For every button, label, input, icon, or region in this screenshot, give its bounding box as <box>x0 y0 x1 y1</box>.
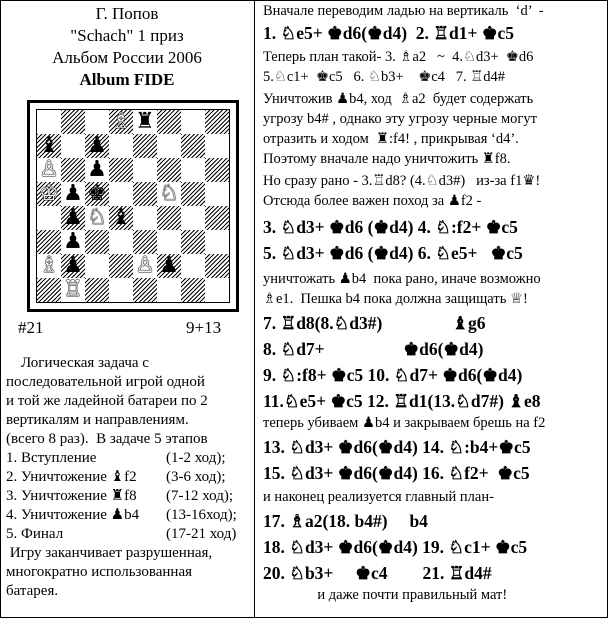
board-square <box>37 278 61 302</box>
board-square <box>205 110 229 134</box>
problem-number: #21 <box>18 318 44 337</box>
chess-diagram <box>27 100 239 312</box>
chess-piece: ♘ <box>87 205 107 230</box>
board-square <box>37 110 61 134</box>
board-square <box>109 254 133 278</box>
board-square <box>133 134 157 158</box>
solution-move-line: 9. ♘:f8+ ♚c5 10. ♘d7+ ♚d6(♚d4) <box>263 365 523 385</box>
board-square <box>109 134 133 158</box>
board-square <box>181 134 205 158</box>
stage-moves: (3-6 ход); <box>166 469 226 485</box>
solution-move-line: 5. ♘d3+ ♚d6 (♚d4) 6. ♘e5+ ♚c5 <box>263 243 523 263</box>
board-square <box>157 158 181 182</box>
solution-text-line: 5.♘c1+ ♚c5 6. ♘b3+ ♚c4 7. ♖d4# <box>263 69 506 85</box>
solution-text-line: Поэтому вначале надо уничтожить ♜f8. <box>263 151 511 167</box>
board-square <box>181 182 205 206</box>
board-square <box>205 230 229 254</box>
board-square <box>61 110 85 134</box>
solution-text-line: ♗e1. Пешка b4 пока должна защищать ♕! <box>263 291 528 307</box>
description-line: многократно использованная <box>6 564 193 580</box>
stage-line <box>6 468 250 487</box>
solution-text-line: Вначале переводим ладью на вертикаль ‘d’ - <box>263 3 544 19</box>
chess-piece: ♖ <box>63 277 83 302</box>
stage-moves: (7-12 ход); <box>166 488 234 504</box>
board-square <box>157 206 181 230</box>
description-line: (всего 8 раз). В задаче 5 этапов <box>6 431 208 447</box>
chess-piece: ♟ <box>87 133 107 158</box>
solution-text-line: Уничтожив ♟b4, ход ♗a2 будет содержать <box>263 91 534 107</box>
column-divider <box>254 0 255 618</box>
solution-move-line: 8. ♘d7+ ♚d6(♚d4) <box>263 339 484 359</box>
source: "Schach" 1 приз <box>70 26 184 45</box>
chess-piece: ♝ <box>39 133 59 158</box>
solution-text-line: уничтожать ♟b4 пока рано, иначе возможно <box>263 271 541 287</box>
chess-piece: ♗ <box>111 109 131 134</box>
solution-text-line: и наконец реализуется главный план- <box>263 489 494 505</box>
solution-text-line: угрозу b4# , однако эту угрозу черные могут <box>263 111 537 127</box>
board-square <box>85 110 109 134</box>
chess-piece: ♟ <box>63 229 83 254</box>
board-square <box>205 254 229 278</box>
chess-piece: ♟ <box>63 181 83 206</box>
chess-piece: ♔ <box>39 181 59 206</box>
description-line: вертикалям и направлениям. <box>6 412 189 428</box>
board-square <box>85 230 109 254</box>
solution-text-line: Отсюда более важен поход за ♟f2 - <box>263 193 482 209</box>
stage-line <box>6 506 250 525</box>
board-square <box>157 278 181 302</box>
board-square <box>109 182 133 206</box>
stage-line <box>6 449 250 468</box>
description-line: Логическая задача с <box>6 355 149 371</box>
stage-moves: (13-16ход); <box>166 507 237 523</box>
stage-label: 1. Вступление <box>6 450 97 466</box>
board-square <box>157 134 181 158</box>
solution-move-line: 1. ♘e5+ ♚d6(♚d4) 2. ♖d1+ ♚c5 <box>263 23 515 43</box>
board-square <box>37 230 61 254</box>
solution-move-line: 11.♘e5+ ♚c5 12. ♖d1(13.♘d7#) ♝e8 <box>263 391 541 411</box>
description-line: последовательной игрой одной <box>6 374 205 390</box>
solution-move-line: 13. ♘d3+ ♚d6(♚d4) 14. ♘:b4+♚c5 <box>263 437 531 457</box>
board-square <box>133 230 157 254</box>
board-square <box>133 182 157 206</box>
stage-line <box>6 487 250 506</box>
board-square <box>61 134 85 158</box>
board-square <box>133 278 157 302</box>
board-square <box>181 254 205 278</box>
solution-move-line: 20. ♘b3+ ♚c4 21. ♖d4# <box>263 563 492 583</box>
solution-move-line: 18. ♘d3+ ♚d6(♚d4) 19. ♘c1+ ♚c5 <box>263 537 528 557</box>
solution-text-line: и даже почти правильный мат! <box>263 587 508 603</box>
album: Альбом России 2006 <box>52 48 202 67</box>
chess-piece: ♚ <box>87 181 107 206</box>
solution-text-line: Теперь план такой- 3. ♗a2 ~ 4.♘d3+ ♚d6 <box>263 49 534 65</box>
material-count: 9+13 <box>186 318 222 337</box>
solution-column <box>258 0 606 618</box>
stage-moves: (17-21 ход) <box>166 526 237 542</box>
board-square <box>157 230 181 254</box>
board-square <box>133 206 157 230</box>
board-square <box>37 206 61 230</box>
chess-piece: ♗ <box>39 253 59 278</box>
chess-piece: ♘ <box>159 181 179 206</box>
solution-text-line: теперь убиваем ♟b4 и закрываем брешь на f2 <box>263 415 546 431</box>
stage-label: 5. Финал <box>6 526 64 542</box>
left-column <box>0 0 254 618</box>
board-square <box>157 110 181 134</box>
board-square <box>205 206 229 230</box>
description-line: батарея. <box>6 583 59 599</box>
chess-piece: ♟ <box>63 253 83 278</box>
board-square <box>205 278 229 302</box>
solution-text-line: Но сразу рано - 3.♖d8? (4.♘d3#) из-за f1♛! <box>263 173 541 189</box>
album-fide: Album FIDE <box>79 70 175 89</box>
stage-line <box>6 525 250 544</box>
chess-piece: ♟ <box>87 157 107 182</box>
chess-piece: ♟ <box>63 205 83 230</box>
board-square <box>181 278 205 302</box>
board-square <box>109 278 133 302</box>
board-square <box>61 158 85 182</box>
board-square <box>205 182 229 206</box>
board-square <box>181 230 205 254</box>
chess-piece: ♟ <box>159 253 179 278</box>
stage-label: 3. Уничтожение ♜f8 <box>6 488 137 504</box>
chess-piece: ♙ <box>135 253 155 278</box>
stage-label: 4. Уничтожение ♟b4 <box>6 507 140 523</box>
chess-piece: ♜ <box>135 109 155 134</box>
board-square <box>205 158 229 182</box>
chess-piece: ♝ <box>111 205 131 230</box>
board-square <box>205 134 229 158</box>
chess-piece: ♙ <box>39 157 59 182</box>
board-square <box>109 230 133 254</box>
solution-move-line: 7. ♖d8(8.♘d3#) ♝g6 <box>263 313 486 333</box>
board-square <box>85 278 109 302</box>
chess-board <box>36 109 230 303</box>
solution-move-line: 17. ♗a2(18. b4#) b4 <box>263 511 428 531</box>
solution-move-line: 3. ♘d3+ ♚d6 (♚d4) 4. ♘:f2+ ♚c5 <box>263 217 518 237</box>
stage-label: 2. Уничтожение ♝f2 <box>6 469 137 485</box>
board-square <box>133 158 157 182</box>
solution-text-line: отразить и ходом ♜:f4! , прикрывая ‘d4’. <box>263 131 519 147</box>
solution-move-line: 15. ♘d3+ ♚d6(♚d4) 16. ♘f2+ ♚c5 <box>263 463 530 483</box>
stage-moves: (1-2 ход); <box>166 450 226 466</box>
description-line: Игру заканчивает разрушенная, <box>6 545 213 561</box>
board-square <box>109 158 133 182</box>
author: Г. Попов <box>95 4 159 23</box>
board-square <box>181 110 205 134</box>
board-square <box>181 206 205 230</box>
board-square <box>85 254 109 278</box>
description-line: и той же ладейной батареи по 2 <box>6 393 208 409</box>
board-square <box>181 158 205 182</box>
